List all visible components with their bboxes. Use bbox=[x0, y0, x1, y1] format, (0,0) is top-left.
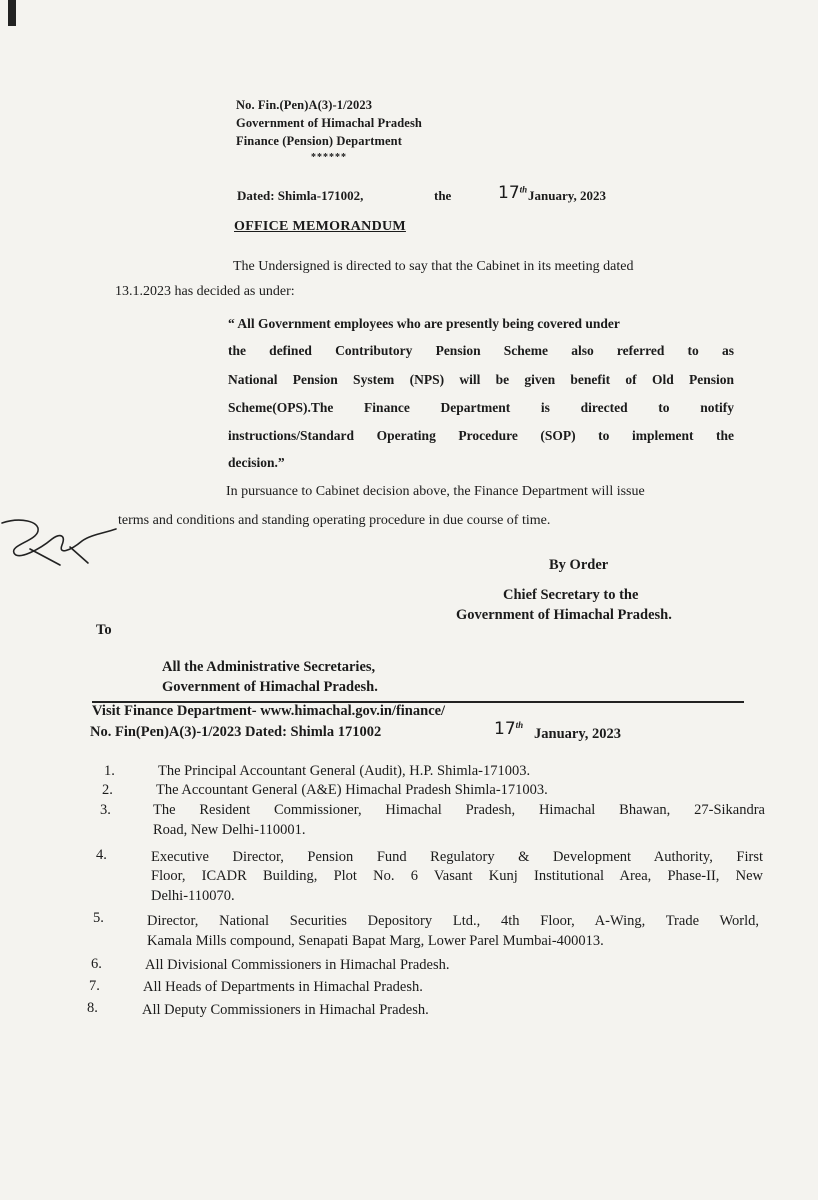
copy-num-5: 5. bbox=[93, 910, 104, 926]
copy-item-5-line2: Kamala Mills compound, Senapati Bapat Marg, Lower Parel Mumbai-400013. bbox=[147, 933, 604, 949]
department-name: Finance (Pension) Department bbox=[236, 134, 402, 148]
copy-item-3-line1: The Resident Commissioner, Himachal Pradesh, Himachal Bhawan, 27-Sikandra bbox=[153, 802, 765, 818]
para1-line1: The Undersigned is directed to say that the Cabinet in its meeting dated bbox=[233, 259, 634, 274]
copy-item-8-line1: All Deputy Commissioners in Himachal Pradesh. bbox=[142, 1002, 429, 1018]
page-title: OFFICE MEMORANDUM bbox=[234, 219, 406, 234]
signature-scribble bbox=[0, 505, 120, 575]
staple-mark bbox=[8, 0, 16, 26]
designation-line1: Chief Secretary to the bbox=[503, 587, 639, 603]
copy-num-7: 7. bbox=[89, 978, 100, 994]
government-name: Government of Himachal Pradesh bbox=[236, 116, 422, 130]
para2-line2: terms and conditions and standing operating procedure in due course of time. bbox=[118, 513, 551, 528]
copy-item-2-line1: The Accountant General (A&E) Himachal Pradesh Shimla-171003. bbox=[156, 782, 548, 798]
dated-day-number: 17 bbox=[498, 183, 520, 203]
quote-line3: National Pension System (NPS) will be given benefit of Old Pension bbox=[228, 372, 734, 387]
footer-day-suffix: th bbox=[515, 720, 524, 731]
copy-item-6-line1: All Divisional Commissioners in Himachal Pradesh. bbox=[145, 957, 450, 973]
dated-the: the bbox=[434, 188, 452, 203]
dated-day bbox=[498, 183, 527, 203]
copy-num-6: 6. bbox=[91, 956, 102, 972]
by-order: By Order bbox=[549, 557, 609, 573]
quote-line2: the defined Contributory Pension Scheme also referred to as bbox=[228, 343, 734, 358]
copy-item-4-line3: Delhi-110070. bbox=[151, 888, 235, 904]
copy-item-5-line1: Director, National Securities Depository Ltd., 4th Floor, A-Wing, Trade World, bbox=[147, 913, 759, 929]
footer-day bbox=[494, 719, 523, 739]
dated-place: Dated: Shimla-171002, bbox=[237, 188, 364, 203]
addressee-line2: Government of Himachal Pradesh. bbox=[162, 679, 378, 695]
copy-num-3: 3. bbox=[100, 802, 111, 818]
para1-line2: 13.1.2023 has decided as under: bbox=[115, 284, 295, 299]
para2-line1: In pursuance to Cabinet decision above, the Finance Department will issue bbox=[226, 484, 645, 499]
header-stars: ****** bbox=[311, 152, 347, 163]
copy-num-8: 8. bbox=[87, 1000, 98, 1016]
quote-line4: Scheme(OPS).The Finance Department is directed to notify bbox=[228, 400, 734, 415]
copy-item-3-line2: Road, New Delhi-110001. bbox=[153, 822, 306, 838]
copy-item-4-line2: Floor, ICADR Building, Plot No. 6 Vasant Kunj Institutional Area, Phase-II, New bbox=[151, 868, 763, 884]
quote-line6: decision.” bbox=[228, 455, 285, 470]
copy-item-1-line1: The Principal Accountant General (Audit), H.P. Shimla-171003. bbox=[158, 763, 531, 779]
footer-reference: No. Fin(Pen)A(3)-1/2023 Dated: Shimla 171002 bbox=[90, 724, 382, 740]
file-number: No. Fin.(Pen)A(3)-1/2023 bbox=[236, 98, 373, 112]
copy-num-4: 4. bbox=[96, 847, 107, 863]
to-label: To bbox=[96, 622, 112, 638]
copy-num-1: 1. bbox=[104, 763, 115, 779]
copy-item-7-line1: All Heads of Departments in Himachal Pradesh. bbox=[143, 979, 423, 995]
copy-item-4-line1: Executive Director, Pension Fund Regulatory & Development Authority, First bbox=[151, 849, 763, 865]
quote-line1: “ All Government employees who are presently being covered under bbox=[228, 316, 620, 331]
addressee-line1: All the Administrative Secretaries, bbox=[162, 659, 376, 675]
copy-num-2: 2. bbox=[102, 782, 113, 798]
designation-line2: Government of Himachal Pradesh. bbox=[456, 607, 672, 623]
footer-day-number: 17 bbox=[494, 719, 516, 739]
dated-day-suffix: th bbox=[519, 184, 528, 195]
quote-line5: instructions/Standard Operating Procedure (SOP) to implement the bbox=[228, 428, 734, 443]
visit-website: Visit Finance Department- www.himachal.gov.in/finance/ bbox=[92, 703, 446, 719]
footer-month-year: January, 2023 bbox=[534, 726, 622, 742]
dated-month-year: January, 2023 bbox=[528, 188, 607, 203]
